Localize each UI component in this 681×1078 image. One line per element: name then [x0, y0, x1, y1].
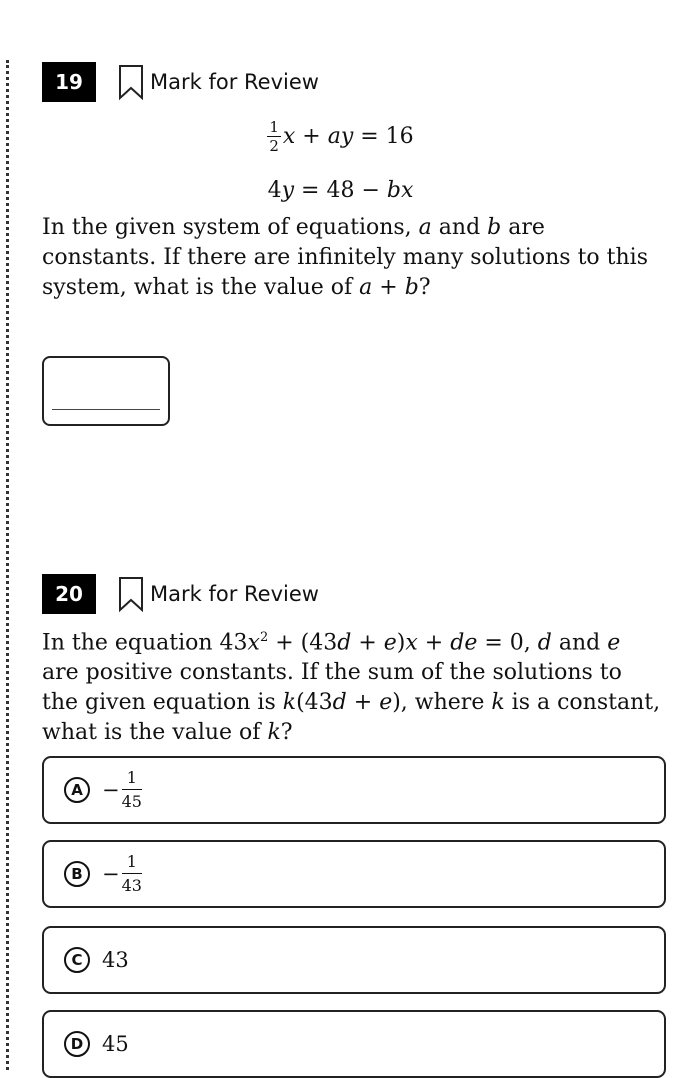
mark-for-review-label: Mark for Review: [150, 70, 319, 94]
mark-for-review-label: Mark for Review: [150, 582, 319, 606]
choice-value: − $\frac{1}{43}$: [102, 852, 142, 895]
choice-value: 45: [102, 1032, 129, 1056]
choice-a[interactable]: [42, 756, 666, 824]
choice-d[interactable]: [42, 1010, 666, 1078]
answer-input[interactable]: [42, 356, 170, 426]
bookmark-icon: [116, 63, 146, 101]
question-number: 20: [42, 574, 96, 614]
equation-2: 4y = 48 − bx: [267, 178, 414, 203]
choice-value: − $\frac{1}{45}$: [102, 768, 142, 811]
bookmark-icon: [116, 575, 146, 613]
choice-c[interactable]: [42, 926, 666, 994]
choice-letter: D: [64, 1031, 90, 1057]
question-20-header: [42, 574, 319, 614]
equation-1: $\frac{1}{2}$ x + ay = 16: [269, 118, 414, 155]
choice-letter: C: [64, 947, 90, 973]
choice-value: 43: [102, 948, 129, 972]
question-19-header: [42, 62, 319, 102]
choice-letter: A: [64, 777, 90, 803]
question-19-stem: In the given system of equations, a and b are constants. If there are infinitely many solutions to this system, what is the value of a + b?: [42, 215, 648, 300]
fraction-one-half: $\frac{1}{2}$: [269, 118, 279, 155]
choice-b[interactable]: [42, 840, 666, 908]
mark-for-review-button[interactable]: [116, 575, 319, 613]
question-number: 19: [42, 62, 96, 102]
page-edge-divider: [6, 60, 9, 1070]
answer-underline: [52, 409, 160, 410]
question-20-stem: In the equation $43x^2 + (43d + e)x$ + de = 0, d and e are positive constants. If the sum of the solutions to the given equation is k(43d + e), where k is a constant, what is the value of k?: [42, 630, 661, 746]
choice-letter: B: [64, 861, 90, 887]
mark-for-review-button[interactable]: [116, 63, 319, 101]
